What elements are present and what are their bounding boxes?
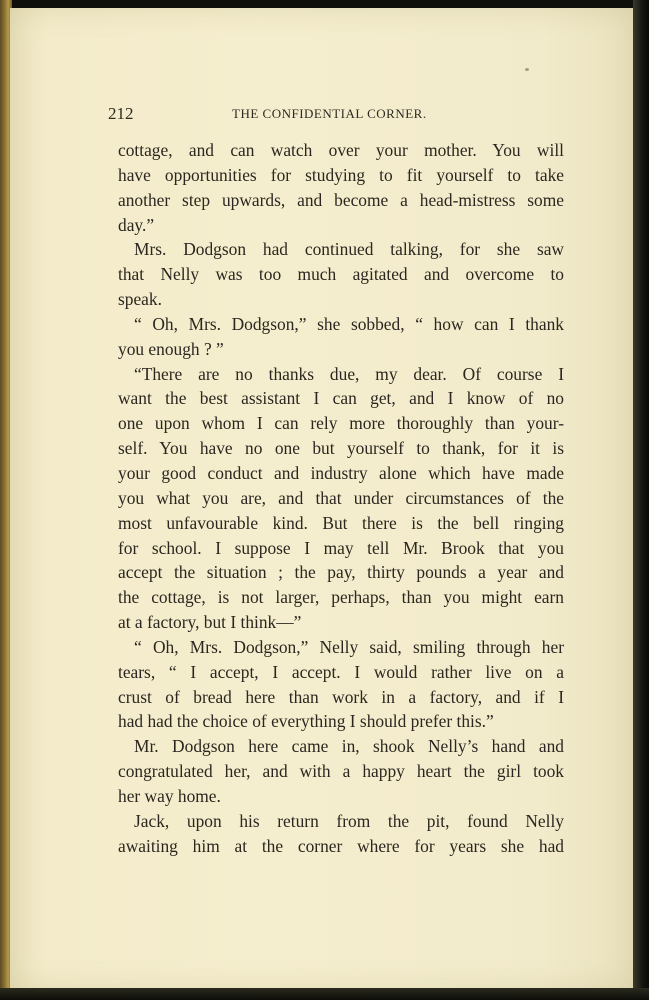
text-line: accept the situation ; the pay, thirty pounds a year and [118, 562, 564, 583]
text-line: most unfavourable kind. But there is the bell ringing [118, 512, 564, 533]
text-line: “ Oh, Mrs. Dodgson,” Nelly said, smiling through her [134, 636, 564, 657]
text-line: have opportunities for studying to fit yourself to take [118, 164, 564, 185]
text-line: her way home. [118, 785, 221, 806]
text-line: self. You have no one but yourself to thank, for it is [118, 438, 564, 459]
page-edge-bottom [0, 988, 649, 1000]
page-header [108, 104, 564, 126]
text-line: Mr. Dodgson here came in, shook Nelly’s hand and [134, 736, 564, 757]
text-line: awaiting him at the corner where for years she had [118, 835, 564, 856]
paper-speck [525, 68, 529, 71]
text-line: at a factory, but I think—” [118, 612, 302, 633]
text-line: that Nelly was too much agitated and overcome to [118, 264, 564, 285]
body-text [118, 138, 564, 858]
text-line: crust of bread here than work in a factory, and if I [118, 686, 564, 707]
text-line: tears, “ I accept, I accept. I would rather live on a [118, 661, 564, 682]
text-line: one upon whom I can rely more thoroughly than your- [118, 413, 564, 434]
running-head: THE CONFIDENTIAL CORNER. [232, 106, 427, 121]
text-line: the cottage, is not larger, perhaps, than you might earn [118, 587, 564, 608]
page-number: 212 [108, 104, 134, 123]
text-line: your good conduct and industry alone which have made [118, 462, 564, 483]
text-line: speak. [118, 289, 162, 310]
text-line: Mrs. Dodgson had continued talking, for she saw [134, 239, 564, 260]
text-line: cottage, and can watch over your mother. You will [118, 140, 564, 160]
text-line: “There are no thanks due, my dear. Of course I [134, 363, 564, 384]
text-line: you enough ? ” [118, 338, 224, 359]
text-line: want the best assistant I can get, and I know of no [118, 388, 564, 409]
text-line: for school. I suppose I may tell Mr. Brook that you [118, 537, 564, 558]
text-line: had had the choice of everything I should prefer this.” [118, 711, 494, 732]
text-line: Jack, upon his return from the pit, found Nelly [134, 810, 564, 831]
text-line: “ Oh, Mrs. Dodgson,” she sobbed, “ how can I thank [134, 313, 564, 334]
text-line: you what you are, and that under circumstances of the [118, 487, 564, 508]
page-edge-right [633, 0, 649, 1000]
text-line: another step upwards, and become a head-mistress some [118, 189, 564, 210]
text-line: day.” [118, 214, 155, 235]
text-line: congratulated her, and with a happy heart the girl took [118, 761, 564, 782]
